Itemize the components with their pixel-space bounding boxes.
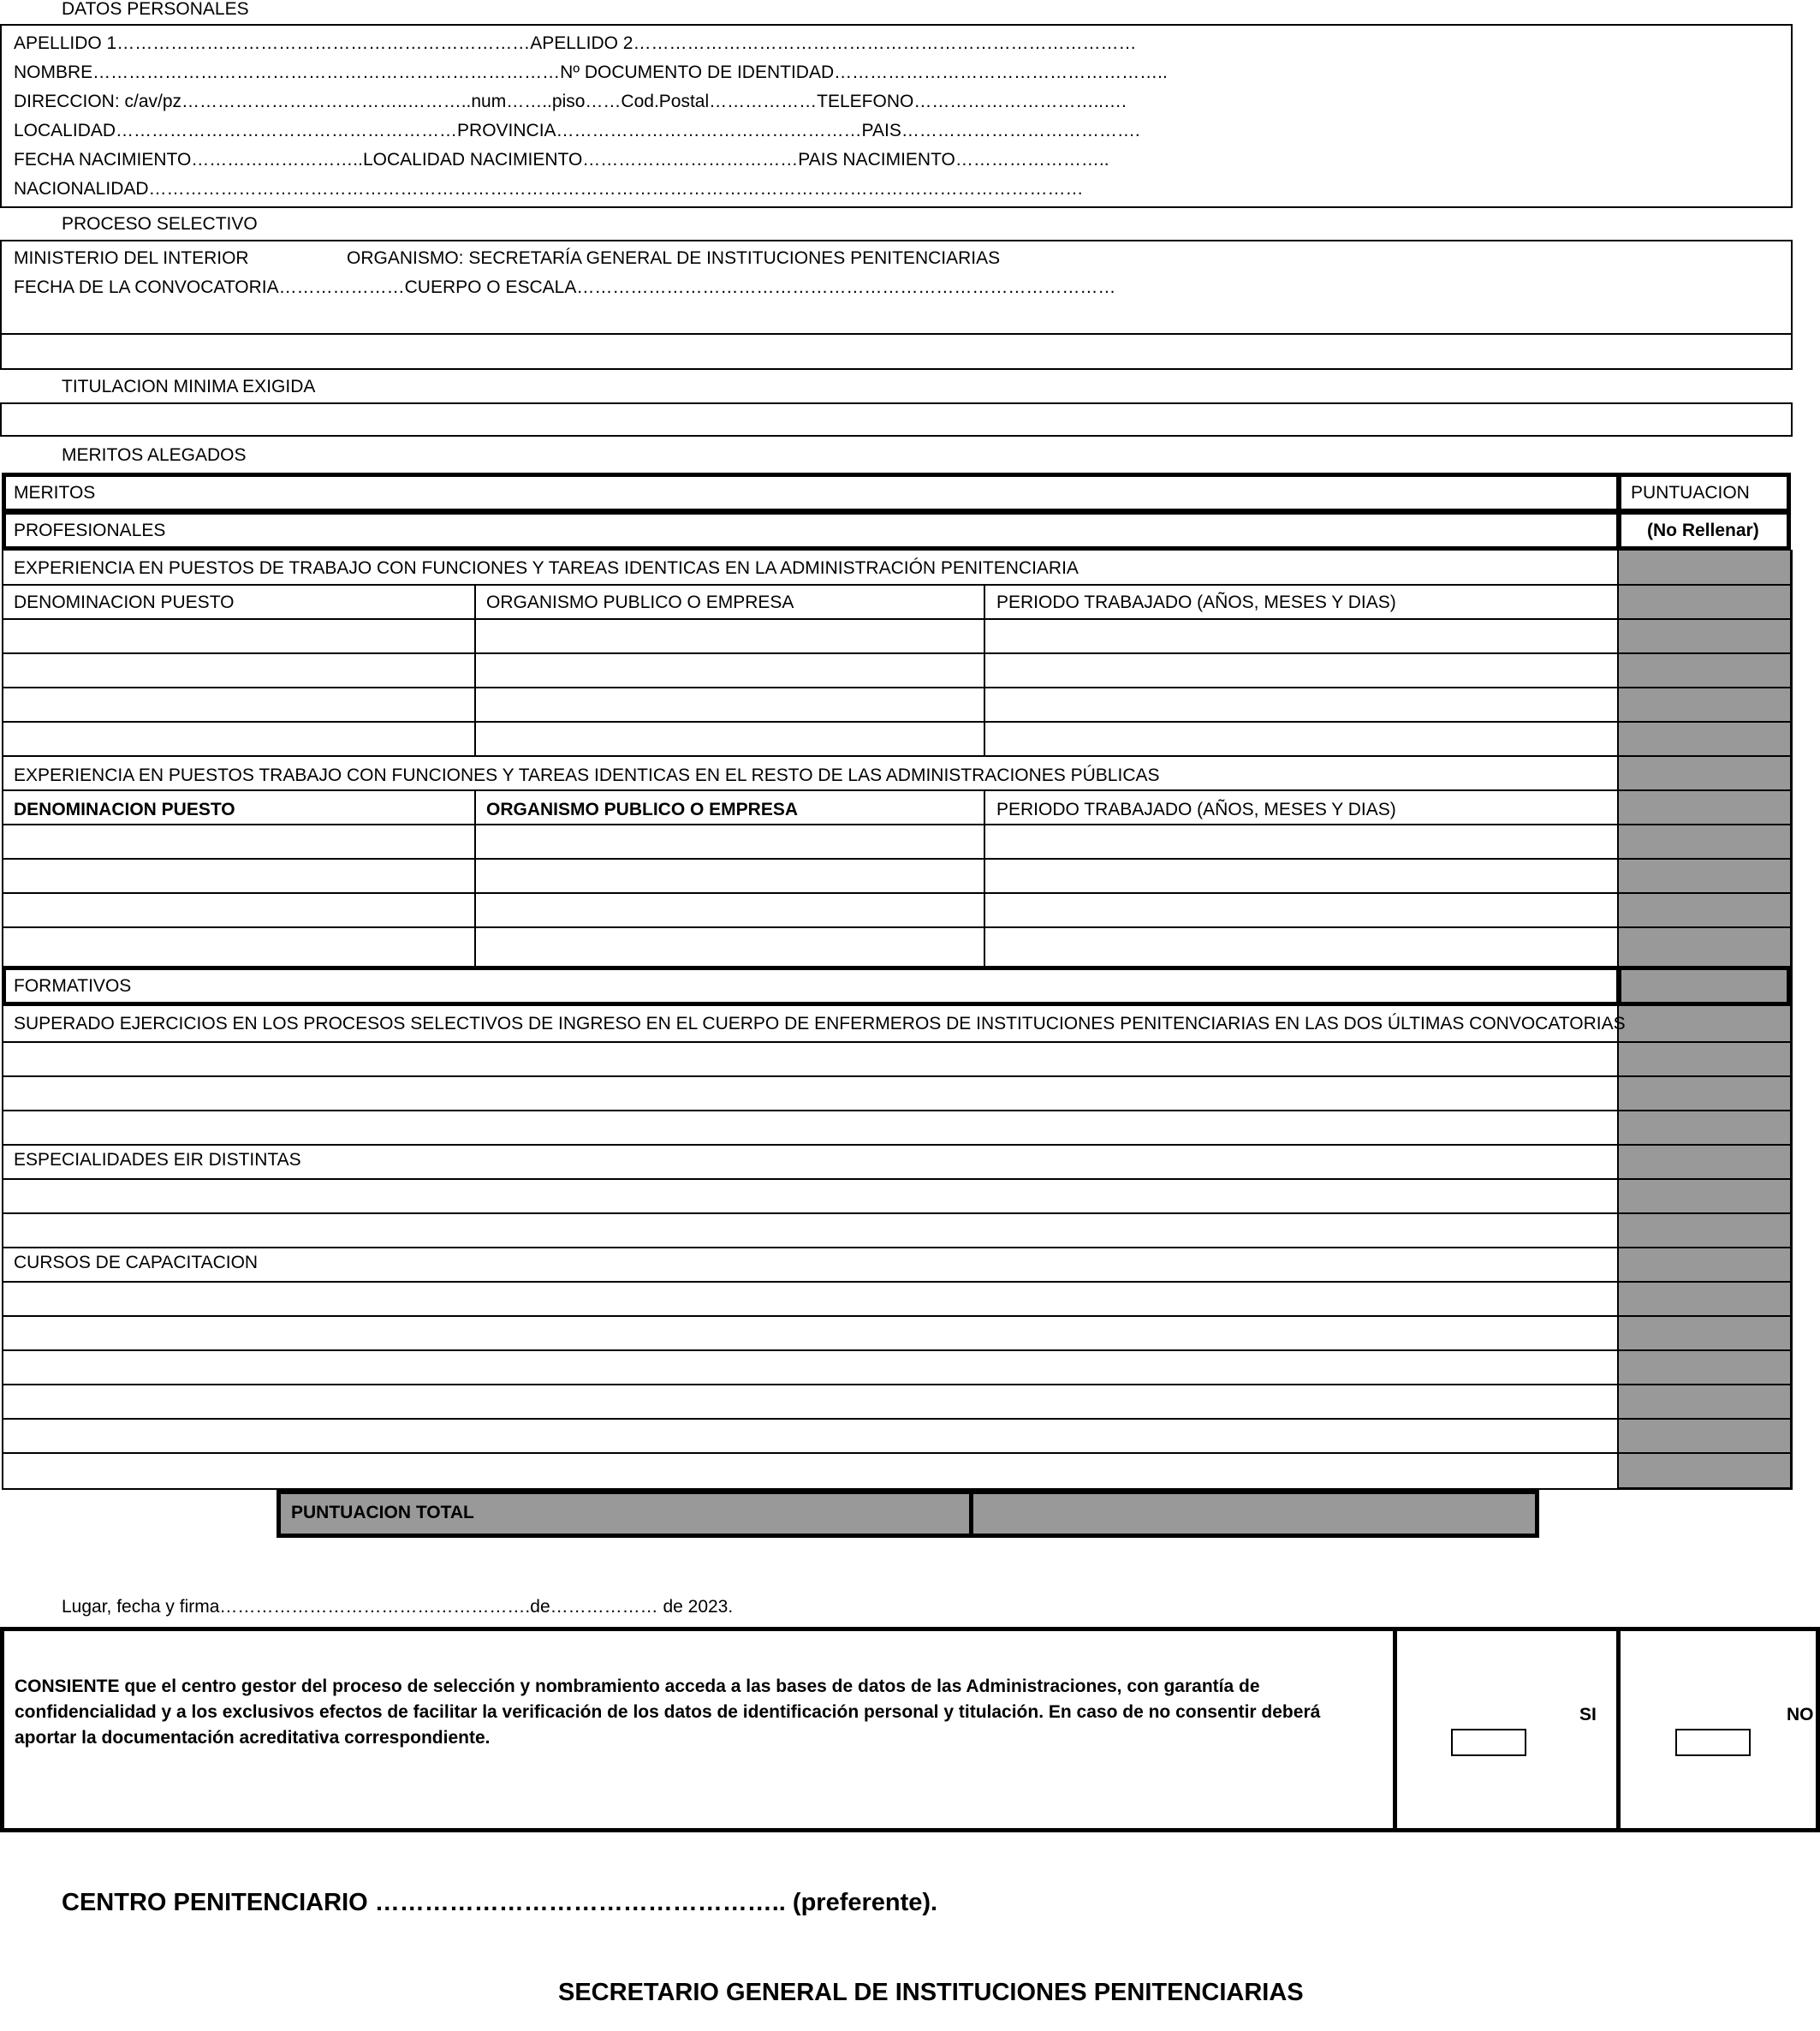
exp-resto-row-3-cell-3[interactable] xyxy=(985,894,1615,925)
meritos-title: MERITOS ALEGADOS xyxy=(62,445,247,465)
exp-admin-pen-row-4-cell-3[interactable] xyxy=(985,723,1615,753)
exp-admin-pen-row-3-cell-2[interactable] xyxy=(476,688,982,719)
puntuacion-total-label: PUNTUACION TOTAL xyxy=(291,1503,474,1522)
cursos-row-4-cell-1[interactable] xyxy=(3,1385,1615,1416)
titulacion-title: TITULACION MINIMA EXIGIDA xyxy=(62,377,316,396)
profesionales-label: PROFESIONALES xyxy=(14,521,166,540)
denominacion-header: DENOMINACION PUESTO xyxy=(14,593,235,612)
superado-row-1-cell-1[interactable] xyxy=(3,1043,1615,1074)
nombre-line[interactable]: NOMBRE……………………………………………………………………Nº DOCUMENTO DE IDENTIDAD……………………………………………….. xyxy=(14,63,1168,82)
fecha-cuerpo-line[interactable]: FECHA DE LA CONVOCATORIA…………………CUERPO O ESCALA……………………………………………………………………………… xyxy=(14,277,1116,297)
nacionalidad-line[interactable]: NACIONALIDAD………………………………………………………………………………………………………………………………………… xyxy=(14,179,1084,199)
denominacion-header-2: DENOMINACION PUESTO xyxy=(14,800,235,819)
exp-resto-row-2-cell-1[interactable] xyxy=(3,860,473,890)
organismo-header-2: ORGANISMO PUBLICO O EMPRESA xyxy=(486,800,799,819)
exp-resto-row-4-cell-3[interactable] xyxy=(985,928,1615,959)
periodo-header-2: PERIODO TRABAJADO (AÑOS, MESES Y DIAS) xyxy=(996,800,1396,819)
exp-resto-row-1-cell-1[interactable] xyxy=(3,825,473,856)
exp-admin-penitenciaria-label: EXPERIENCIA EN PUESTOS DE TRABAJO CON FUNCIONES Y TAREAS IDENTICAS EN LA ADMINISTRACIÓN PENITENCIARIA xyxy=(14,558,1079,578)
cursos-row-1-cell-1[interactable] xyxy=(3,1283,1615,1313)
superado-row-2-cell-1[interactable] xyxy=(3,1077,1615,1108)
divider xyxy=(2,1247,1791,1248)
exp-resto-row-2-cell-2[interactable] xyxy=(476,860,982,890)
exp-admin-pen-row-4-cell-2[interactable] xyxy=(476,723,982,753)
divider xyxy=(2,966,1791,968)
si-label: SI xyxy=(1579,1705,1597,1724)
especialidades-row-2-cell-1[interactable] xyxy=(3,1214,1615,1245)
exp-admin-pen-row-1-cell-3[interactable] xyxy=(985,620,1615,651)
divider xyxy=(2,789,1791,791)
exp-resto-row-3-cell-1[interactable] xyxy=(3,894,473,925)
proceso-extra-field[interactable] xyxy=(2,335,1791,368)
cursos-label: CURSOS DE CAPACITACION xyxy=(14,1253,259,1272)
exp-resto-row-4-cell-2[interactable] xyxy=(476,928,982,959)
exp-resto-row-2-cell-3[interactable] xyxy=(985,860,1615,890)
meritos-header: MERITOS xyxy=(14,483,96,503)
exp-resto-row-1-cell-2[interactable] xyxy=(476,825,982,856)
especialidades-row-1-cell-1[interactable] xyxy=(3,1180,1615,1211)
profesionales-cell xyxy=(2,510,1621,551)
si-checkbox[interactable] xyxy=(1451,1729,1526,1756)
divider xyxy=(1393,1627,1397,1832)
localidad-line[interactable]: LOCALIDAD…………………………………………………PROVINCIA……………………………………………PAIS…………………………………. xyxy=(14,121,1140,140)
exp-admin-pen-row-2-cell-3[interactable] xyxy=(985,654,1615,685)
exp-admin-pen-row-4-cell-1[interactable] xyxy=(3,723,473,753)
no-rellenar-label: (No Rellenar) xyxy=(1647,521,1759,540)
divider xyxy=(2,1144,1791,1146)
formativos-cell xyxy=(2,966,1621,1006)
exp-resto-row-3-cell-2[interactable] xyxy=(476,894,982,925)
especialidades-label: ESPECIALIDADES EIR DISTINTAS xyxy=(14,1150,301,1170)
cursos-row-3-cell-1[interactable] xyxy=(3,1351,1615,1382)
exp-admin-pen-row-3-cell-3[interactable] xyxy=(985,688,1615,719)
direccion-line[interactable]: DIRECCION: c/av/pz………………………………..………..num……..piso……Cod.Postal………………TELEFONO…………………………..…. xyxy=(14,92,1127,111)
superado-row-3-cell-1[interactable] xyxy=(3,1111,1615,1142)
apellidos-line[interactable]: APELLIDO 1……………………………………………………………APELLIDO 2………………………………………………………………………… xyxy=(14,33,1137,53)
cursos-row-6-cell-1[interactable] xyxy=(3,1454,1615,1485)
exp-resto-row-1-cell-3[interactable] xyxy=(985,825,1615,856)
divider xyxy=(1791,550,1793,1490)
divider xyxy=(2,755,1791,757)
lugar-fecha-firma[interactable]: Lugar, fecha y firma…………………………………………….de……………… de 2023. xyxy=(62,1597,734,1617)
cursos-row-2-cell-1[interactable] xyxy=(3,1317,1615,1348)
puntuacion-header: PUNTUACION xyxy=(1631,483,1750,503)
divider xyxy=(2,584,1791,586)
exp-admin-pen-row-2-cell-1[interactable] xyxy=(3,654,473,685)
divider xyxy=(1616,1627,1621,1832)
ministerio-label: MINISTERIO DEL INTERIOR xyxy=(14,248,249,268)
fecha-nacimiento-line[interactable]: FECHA NACIMIENTO………………………..LOCALIDAD NACIMIENTO………………………………PAIS NACIMIENTO…………………….. xyxy=(14,150,1109,170)
puntuacion-total-value xyxy=(976,1494,1534,1534)
cursos-row-5-cell-1[interactable] xyxy=(3,1420,1615,1450)
titulacion-field[interactable] xyxy=(0,402,1793,437)
no-label: NO xyxy=(1787,1705,1814,1724)
no-checkbox[interactable] xyxy=(1675,1729,1751,1756)
exp-resto-row-4-cell-1[interactable] xyxy=(3,928,473,959)
superado-label: SUPERADO EJERCICIOS EN LOS PROCESOS SELECTIVOS DE INGRESO EN EL CUERPO DE ENFERMEROS DE INSTITUCIONES PENITENCIARIAS EN LAS DOS ÚLTIMAS CONVOCATORIAS xyxy=(14,1014,1626,1033)
organismo-header: ORGANISMO PUBLICO O EMPRESA xyxy=(486,593,794,612)
formativos-puntuacion-cell xyxy=(1617,966,1791,1006)
organismo-label: ORGANISMO: SECRETARÍA GENERAL DE INSTITUCIONES PENITENCIARIAS xyxy=(347,248,1001,268)
meritos-header-cell xyxy=(2,473,1621,513)
formativos-label: FORMATIVOS xyxy=(14,976,132,996)
periodo-header: PERIODO TRABAJADO (AÑOS, MESES Y DIAS) xyxy=(996,593,1396,612)
centro-penitenciario-line[interactable]: CENTRO PENITENCIARIO ………………………………………….. (preferente). xyxy=(62,1889,938,1916)
divider xyxy=(969,1490,973,1538)
consentimiento-text: CONSIENTE que el centro gestor del proceso de selección y nombramiento acceda a las bases de datos de las Administraciones, con garantía de confidencialidad y a los exclusivos efectos de facilitar la verificación de los datos de identificación personal y titulación. En caso de no consentir deberá aportar la documentación acreditativa correspondiente. xyxy=(15,1677,1321,1748)
datos-personales-title: DATOS PERSONALES xyxy=(62,0,249,19)
exp-admin-pen-row-1-cell-1[interactable] xyxy=(3,620,473,651)
proceso-selectivo-title: PROCESO SELECTIVO xyxy=(62,214,258,234)
exp-admin-pen-row-1-cell-2[interactable] xyxy=(476,620,982,651)
puntuacion-column xyxy=(1617,550,1791,1488)
exp-admin-pen-row-3-cell-1[interactable] xyxy=(3,688,473,719)
footer-signatory: SECRETARIO GENERAL DE INSTITUCIONES PENITENCIARIAS xyxy=(558,1979,1304,2006)
exp-resto-label: EXPERIENCIA EN PUESTOS TRABAJO CON FUNCIONES Y TAREAS IDENTICAS EN EL RESTO DE LAS ADMINISTRACIONES PÚBLICAS xyxy=(14,765,1160,785)
exp-admin-pen-row-2-cell-2[interactable] xyxy=(476,654,982,685)
